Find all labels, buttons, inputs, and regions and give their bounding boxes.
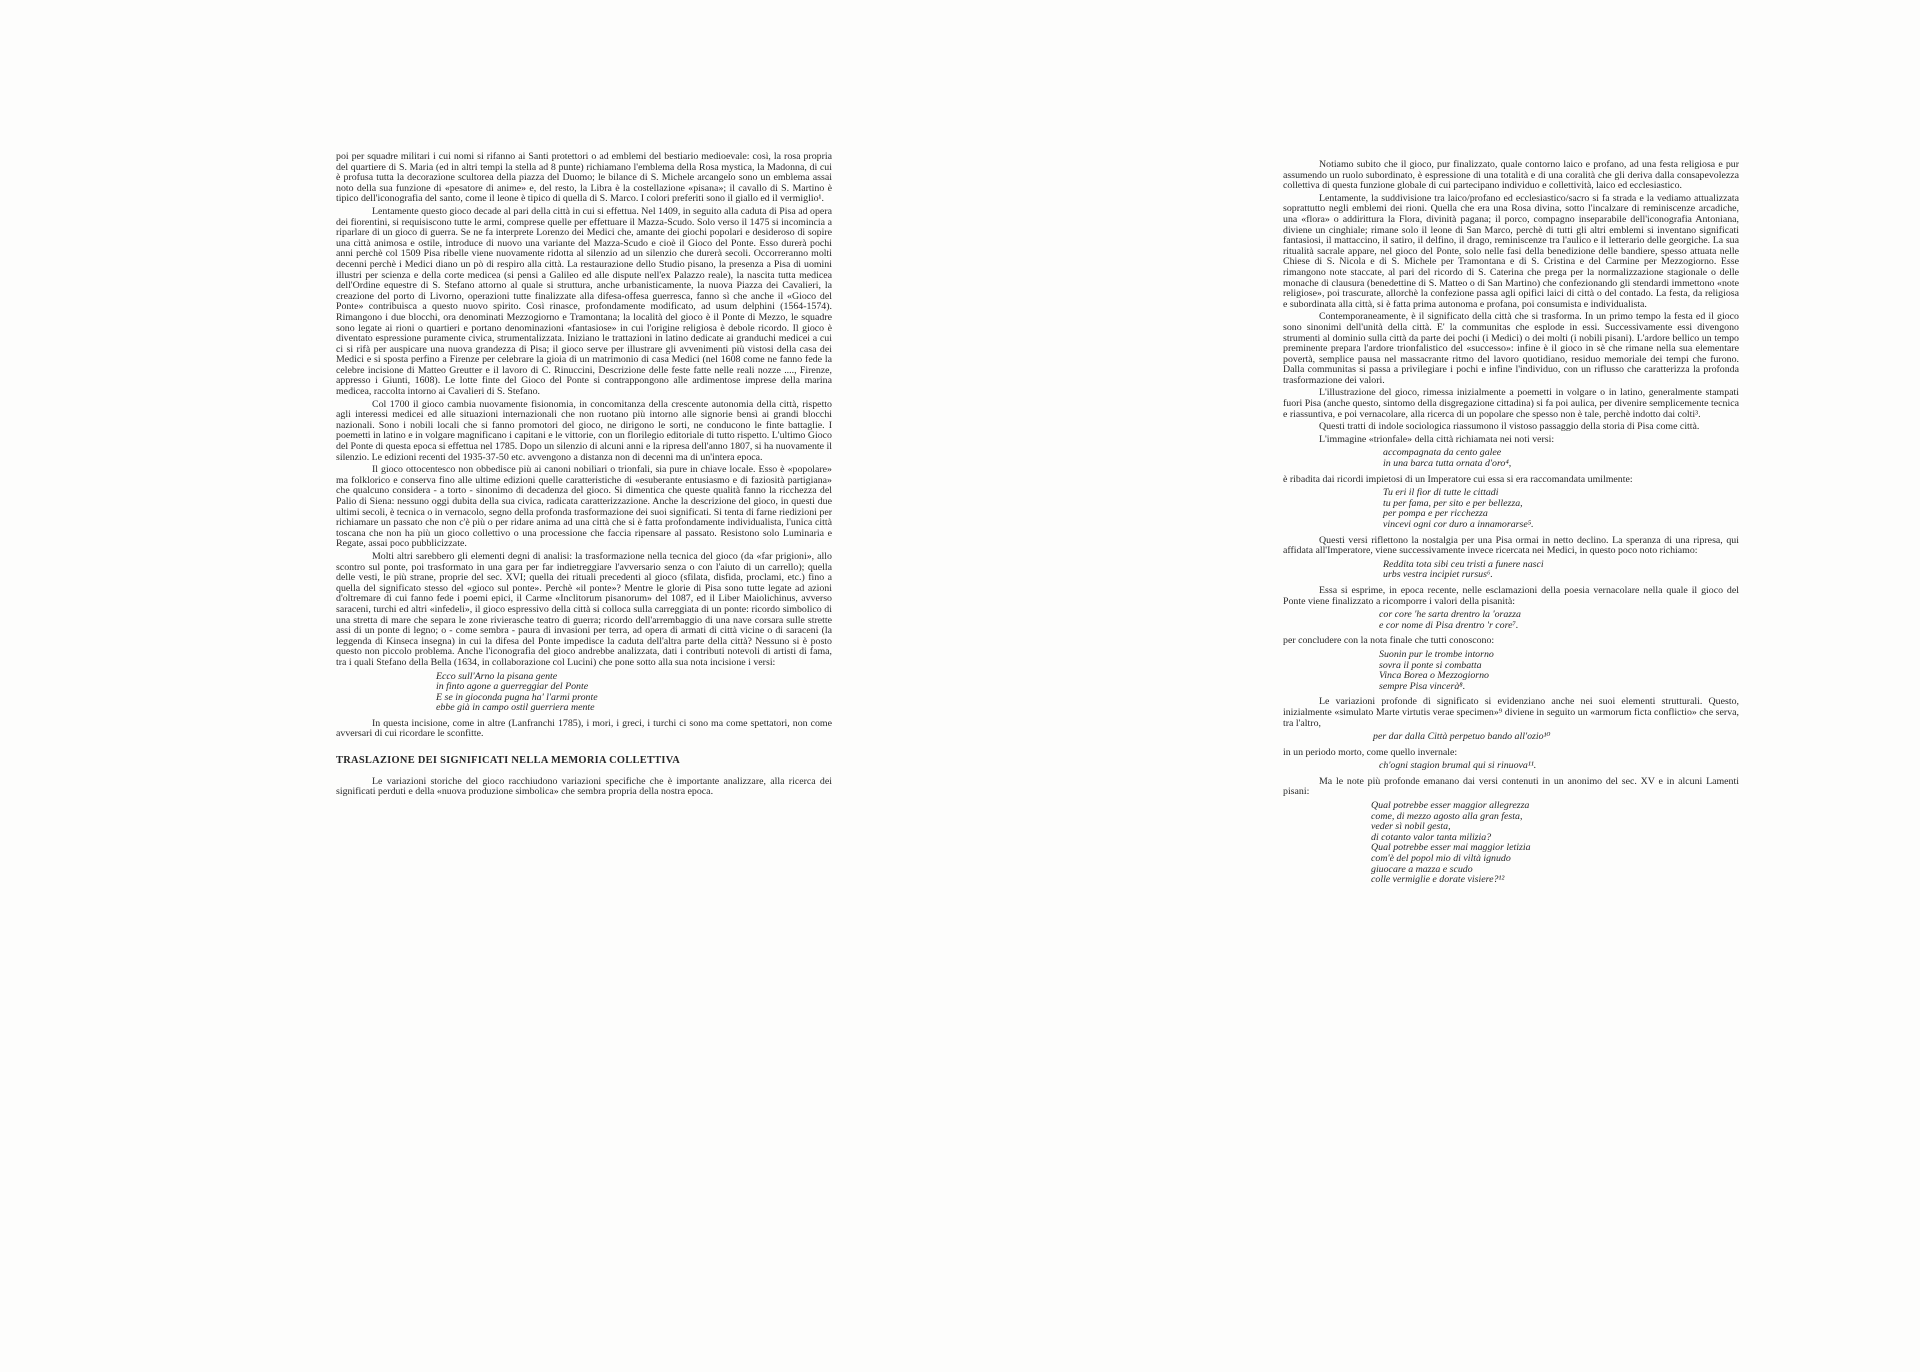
paragraph: Questi tratti di indole sociologica riassumono il vistoso passaggio della storia di Pisa come città. xyxy=(1319,421,1700,433)
verse-quote: Reddita tota sibi ceu tristi a funere nasci urbs vestra incipiet rursus⁶. xyxy=(1383,558,1544,581)
paragraph: Le variazioni storiche del gioco racchiudono variazioni specifiche che è importante analizzare, alla ricerca dei significati perduti e della «nuova produzione simbolica» che sembra propria della nostra epoca. xyxy=(336,775,832,798)
paragraph: Ma le note più profonde emanano dai versi contenuti in un anonimo del sec. XV e in alcuni Lamenti pisani: xyxy=(1283,775,1739,798)
paragraph: Il gioco ottocentesco non obbedisce più ai canoni nobiliari o trionfali, sia pure in chiave locale. Esso è «popolare» ma folklorico e conserva fino alle ultime edizioni quelle caratteristiche di «esuberante entusiasmo e di faziosità partigiana» che qualcuno considera - a torto - sinonimo di decadenza del gioco. Si dimentica che queste qualità fanno la ricchezza del Palio di Siena: nessuno oggi dubita della sua civica, radicata caratterizzazione. Anche la descrizione del gioco, in questi due ultimi secoli, è tecnica o in vernacolo, segno della profonda trasformazione dei suoi significati. Si tenta di farne riedizioni per richiamare un passato che non c'è più o per ridare anima ad una città che si è fatta profondamente individualista, l'unica città toscana che non ha più un gioco collettivo o una processione che faccia ripensare al passato. Resistono solo Luminaria e Regate, assai poco pubblicizzate. xyxy=(336,464,832,550)
paragraph: Notiamo subito che il gioco, pur finalizzato, quale contorno laico e profano, ad una festa religiosa e pur assumendo un ruolo subordinato, è espressione di una totalità e di una coralità che gli deriva dalla consapevolezza collettiva di questa funzione globale di cui partecipano individuo e collettività, laico ed ecclesiastico. xyxy=(1283,159,1739,192)
verse-quote: Ecco sull'Arno la pisana gente in finto agone a guerreggiar del Ponte E se in gioconda pugna ha' l'armi pronte ebbe già in campo ostil guerriera mente xyxy=(436,670,598,714)
right-page xyxy=(960,0,1920,1372)
paragraph: Questi versi riflettono la nostalgia per una Pisa ormai in netto declino. La speranza di una ripresa, qui affidata all'Imperatore, viene successivamente invece ricercata nei Medici, in questo poco noto richiamo: xyxy=(1283,534,1739,557)
paragraph: è ribadita dai ricordi impietosi di un Imperatore cui essa si era raccomandata umilmente: xyxy=(1283,473,1633,485)
paragraph: Lentamente questo gioco decade al pari della città in cui si effettua. Nel 1409, in seguito alla caduta di Pisa ad opera dei fiorentini, si requisiscono tutte le armi, comprese quelle per effettuare il Mazza-Scudo. Solo verso il 1475 si incomincia a riparlare di un gioco di guerra. Se ne fa interprete Lorenzo dei Medici che, amante dei giochi popolari e desideroso di sopire una città animosa e ostile, introduce di nuovo una variante del Mazza-Scudo e cioè il Gioco del Ponte. Esso durerà pochi anni perchè col 1509 Pisa ribelle viene nuovamente ridotta al silenzio ad un silenzio che durerà secoli. Occorreranno molti decenni perchè i Medici diano un pò di respiro alla città. La restaurazione dello Studio pisano, la presenza a Pisa di uomini illustri per scienza e della corte medicea (si pensi a Galileo ed alle dispute nell'ex Palazzo reale), la nascita tutta medicea dell'Ordine equestre di S. Stefano attorno al quale si struttura, anche urbanisticamente, la nuova Piazza dei Cavalieri, la creazione del porto di Livorno, operazioni tutte finalizzate alla difesa-offesa guerresca, fanno sì che anche il «Gioco del Ponte» contribuisca a questo nuovo spirito. Così rinasce, profondamente modificato, ad usum delphini (1564-1574). Rimangono i due blocchi, ora denominati Mezzogiorno e Tramontana; la località del gioco è il Ponte di Mezzo, le squadre sono legate ai rioni o quartieri e portano denominazioni «fantasiose» in cui l'origine religiosa è debole ricordo. Il gioco è diventato espressione puramente civica, strumentalizzata. Iniziano le trattazioni in latino dedicate ai granduchi medicei a cui ci si rifà per auspicare una nuova grandezza di Pisa; il gioco serve per illustrare gli avvenimenti più vistosi della casa dei Medici e si sposta perfino a Firenze per celebrare la gioia di un matrimonio di casa Medici (nel 1608 come ne fanno fede la celebre incisione di Matteo Greutter e il lavoro di C. Rinuccini, Descrizione delle feste fatte nelle reali nozze ...., Firenze, appresso i Giunti, 1608). Le lotte finte del Gioco del Ponte si contrappongono alle ardimentose imprese della marina medicea, raccolta intorno ai Cavalieri di S. Stefano. xyxy=(336,205,832,398)
paragraph: L'immagine «trionfale» della città richiamata nei noti versi: xyxy=(1319,433,1555,445)
paragraph: Lentamente, la suddivisione tra laico/profano ed ecclesiastico/sacro si fa strada e la vediamo attualizzata soprattutto negli emblemi dei rioni. Quella che era una Rosa divina, sotto l'incalzare di reminiscenze arcadiche, una «flora» o addirittura la Flora, divinità pagana; il porco, compagno inseparabile dell'iconografia Antoniana, diviene un cinghiale; rimane solo il leone di San Marco, perchè di tutti gli altri emblemi si inventano significati fantasiosi, il mattaccino, il satiro, il delfino, il drago, reminiscenze tra l'aulico e il letterario delle georgiche. La sua ritualità sacrale appare, nel gioco del Ponte, solo nelle fasi della benedizione delle bandiere, spesso attuata nelle Chiese di S. Nicola e di S. Michele per Tramontana e di S. Cristina e del Carmine per Mezzogiorno. Esse rimangono note staccate, al pari del ricordo di S. Caterina che prega per la normalizzazione stagionale o delle monache di clausura (benedettine di S. Matteo o di San Martino) che confezionando gli stendardi immettono «note religiose», poi trascurate, allorchè la confezione passa agli opifici laici di città o del contado. La festa, da religiosa e subordinata alla città, si è fatta prima autonoma e profana, poi consumista e individualista. xyxy=(1283,192,1739,310)
paragraph: Molti altri sarebbero gli elementi degni di analisi: la trasformazione nella tecnica del gioco (da «far prigioni», allo scontro sul ponte, poi trasformato in una gara per far indietreggiare l'avversario senza o con l'aiuto di un carrello); quella delle vesti, le più strane, proprie del sec. XVI; quella dei rituali precedenti al gioco (sfilata, disfida, proclami, etc.) fino a quella del significato stesso del «gioco sul ponte». Perchè «il ponte»? Mentre le glorie di Pisa sono tutte legate ad azioni d'oltremare di cui fanno fede i poemi epici, il Carme «Inclitorum pisanorum» del 1087, ed il Liber Maiolichinus, avverso saraceni, turchi ed altri «infedeli», il gioco espressivo della città si colloca sulla carreggiata di un ponte: ricordo simbolico di una stretta di mare che separa le zone rivierasche teatro di guerra; ricordo dell'arrembaggio di una nave corsara sulle strette assi di un ponte di legno; o - come sembra - paura di invasioni per terra, ad opera di armati di città vicine o di saraceni (la leggenda di Kinseca insegna) in cui la difesa del Ponte impedisce la caduta dell'altra parte della città? Nessuno si è posto questo non piccolo problema. Anche l'iconografia del gioco andrebbe analizzata, dati i contributi notevoli di artisti di fama, tra i quali Stefano della Bella (1634, in collaborazione col Lucini) che pone sotto alla sua nota incisione i versi: xyxy=(336,550,832,668)
left-text-column xyxy=(336,152,832,800)
paragraph: L'illustrazione del gioco, rimessa inizialmente a poemetti in volgare o in latino, generalmente stampati fuori Pisa (anche questo, sintomo della disgregazione cittadina) si fa poi aulica, per divenire semplicemente tecnica e riassuntiva, e poi vernacolare, alla ricerca di un popolare che spesso non è tale, perchè indotto dai colti³. xyxy=(1283,387,1739,420)
verse-quote: accompagnata da cento galee in una barca tutta ornata d'oro⁴, xyxy=(1383,447,1512,470)
paragraph: In questa incisione, come in altre (Lanfranchi 1785), i mori, i greci, i turchi ci sono ma come spettatori, non come avversari di cui ricordare le sconfitte. xyxy=(336,717,832,740)
verse-quote: per dar dalla Città perpetuo bando all'ozio¹⁰ xyxy=(1373,731,1551,743)
verse-quote: cor core 'he sarta drentro la 'orazza e cor nome di Pisa drentro 'r core⁷. xyxy=(1379,609,1521,631)
paragraph: Contemporaneamente, è il significato della città che si trasforma. In un primo tempo la festa ed il gioco sono sinonimi dell'unità della città. E' la communitas che esplode in essi. Successivamente essi divengono strumenti al dominio sulla città da parte dei pochi (i Medici) o dei molti (i nobili pisani). L'ardore bellico un tempo preminente prepara l'ardore trionfalistico del «successo»: infine è il gioco in sè che rimane nella sua elementare povertà, semplice pausa nel massacrante ritmo del lavoro quotidiano, residuo memoriale dei tempi che furono. Dalla communitas si passa a privilegiare i pochi e infine l'individuo, con un riflusso che caratterizza la profonda trasformazione dei valori. xyxy=(1283,311,1739,386)
paragraph: Essa si esprime, in epoca recente, nelle esclamazioni della poesia vernacolare nella quale il gioco del Ponte viene finalizzato a ricomporre i valori della pisanità: xyxy=(1283,584,1739,607)
paragraph: in un periodo morto, come quello invernale: xyxy=(1283,746,1458,758)
verse-quote: ch'ogni stagion brumal qui si rinuova¹¹. xyxy=(1379,760,1537,772)
section-heading: TRASLAZIONE DEI SIGNIFICATI NELLA MEMORIA COLLETTIVA xyxy=(336,755,681,767)
paragraph: Le variazioni profonde di significato si evidenziano anche nei suoi elementi strutturali. Questo, inizialmente «simulato Marte virtutis verae specimen»⁹ diviene in seguito un «armorum ficta conflictio» che serva, tra l'altro, xyxy=(1283,696,1739,729)
right-text-column xyxy=(1283,160,1739,891)
verse-quote: Tu eri il fior di tutte le cittadi tu per fama, per sito e per bellezza, per pompa e per ricchezza vincevi ogni cor duro a innamorarse⁵. xyxy=(1383,487,1534,530)
verse-quote: Qual potrebbe esser maggior allegrezza come, di mezzo agosto alla gran festa, veder sì nobil gesta, di cotanto valor tanta milizia? Qual potrebbe esser mai maggior letizia com'è del popol mio di viltà ignudo giuocare a mazza e scudo colle vermiglie e dorate visiere?¹² xyxy=(1371,800,1531,886)
paragraph: Col 1700 il gioco cambia nuovamente fisionomia, in concomitanza della crescente autonomia della città, rispetto agli interessi medicei ed alle situazioni internazionali che non ruotano più intorno alle signorie bensì ai grandi blocchi nazionali. Sono i nobili locali che si fanno promotori del gioco, ne dirigono le sorti, ne conducono le finte battaglie. I poemetti in latino e in volgare magnificano i capitani e le vittorie, con un florilegio editoriale di tutto rispetto. L'ultimo Gioco del Ponte di questa epoca si effettua nel 1785. Dopo un silenzio di alcuni anni e la ripresa dell'anno 1807, si ha nuovamente il silenzio. Le edizioni recenti del 1935-37-50 etc. avvengono a distanza non di decenni ma di un'intera epoca. xyxy=(336,398,832,463)
paragraph: per concludere con la nota finale che tutti conoscono: xyxy=(1283,635,1495,647)
verse-quote: Suonin pur le trombe intorno sovra il ponte si combatta Vinca Borea o Mezzogiorno sempre Pisa vincerà⁸. xyxy=(1379,648,1494,692)
paragraph: poi per squadre militari i cui nomi si rifanno ai Santi protettori o ad emblemi del bestiario medioevale: così, la rosa propria del quartiere di S. Maria (ed in altri tempi la stella ad 8 punte) richiamano l'emblema della Rosa mystica, la Madonna, di cui è profusa tutta la decorazione scultorea della piazza del Duomo; le bilance di S. Michele arcangelo sono un emblema assai noto della sua funzione di «pesatore di anime» e, del resto, la Libra è la costellazione «pisana»; il cavallo di S. Martino è tipico dell'iconografia del santo, come il leone è tipico di quella di S. Marco. I colori preferiti sono il giallo ed il vermiglio¹. xyxy=(336,151,832,205)
